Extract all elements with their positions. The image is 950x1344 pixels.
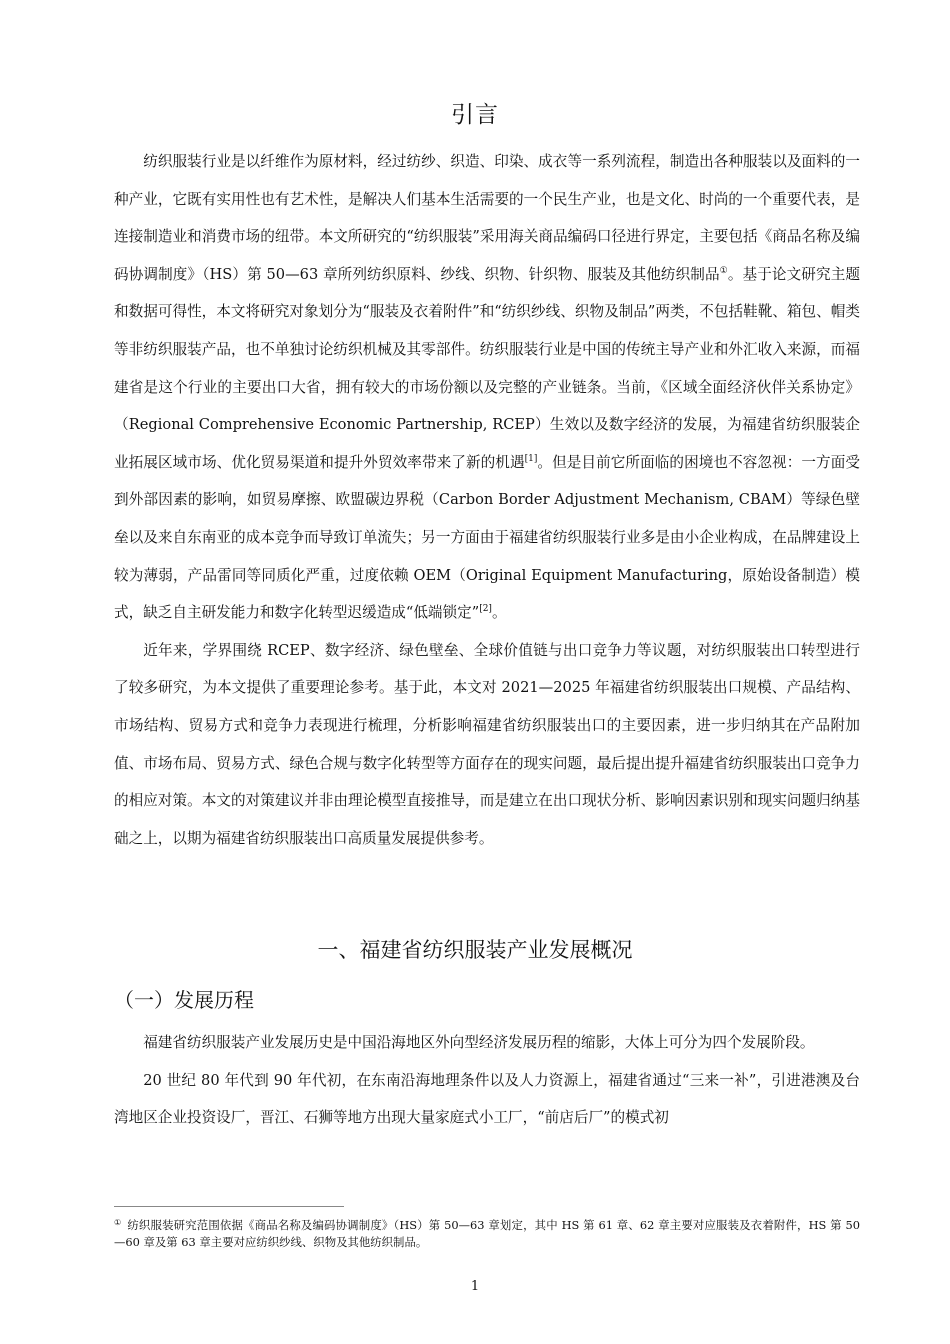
citation-reference-1[interactable]: [1] xyxy=(524,453,538,464)
intro-paragraph-1-part-a: 纺织服装行业是以纤维作为原材料，经过纺纱、织造、印染、成衣等一系列流程，制造出各种服装以及面料的一种产业，它既有实用性也有艺术性，是解决人们基本生活需要的一个民生产业，也是文化、时尚的一个重要代表，是连接制造业和消费市场的纽带。本文所研究的“纺织服装”采用海关商品编码口径进行界定，主要包括《商品名称及编码协调制度》（HS）第 50—63 章所列纺织原料、纱线、织物、针织物、服装及其他纺织制品 xyxy=(114,153,860,283)
intro-paragraph-2: 近年来，学界围绕 RCEP、数字经济、绿色壁垒、全球价值链与出口竞争力等议题，对纺织服装出口转型进行了较多研究，为本文提供了重要理论参考。基于此，本文对 2021—2025 年福建省纺织服装出口规模、产品结构、市场结构、贸易方式和竞争力表现进行梳理，分析影响福建省纺织服装出口的主要因素，进一步归纳其在产品附加值、市场布局、贸易方式、绿色合规与数字化转型等方面存在的现实问题，最后提出提升福建省纺织服装出口竞争力的相应对策。本文的对策建议并非由理论模型直接推导，而是建立在出口现状分析、影响因素识别和现实问题归纳基础之上，以期为福建省纺织服装出口高质量发展提供参考。 xyxy=(114,641,860,847)
intro-paragraph-1-part-c: 。但是目前它所面临的困境也不容忽视：一方面受到外部因素的影响，如贸易摩擦、欧盟碳边界税（Carbon Border Adjustment Mechanism, CBAM）等绿色壁垒以及来自东南亚的成本竞争而导致订单流失；另一方面由于福建省纺织服装行业多是由小企业构成，在品牌建设上较为薄弱，产品雷同等同质化严重，过度依赖 OEM（Original Equipment Manufacturing，原始设备制造）模式，缺乏自主研发能力和数字化转型迟缓造成“低端锁定” xyxy=(114,453,860,622)
subsection-1-1-heading: （一）发展历程 xyxy=(114,988,254,1012)
citation-reference-2[interactable]: [2] xyxy=(479,604,492,615)
footnote-text: 纺织服装研究范围依据《商品名称及编码协调制度》（HS）第 50—63 章划定，其中 HS 第 61 章、62 章主要对应服装及衣着附件，HS 第 50—60 章及第 63 章主要对应纺织纱线、织物及其他纺织制品。 xyxy=(114,1218,861,1249)
footnote-mark: ① xyxy=(114,1218,122,1227)
section-1-heading: 一、福建省纺织服装产业发展概况 xyxy=(317,938,633,962)
intro-paragraph-1 xyxy=(114,143,860,632)
footnote-divider xyxy=(114,1206,344,1207)
section-1-paragraph-2: 20 世纪 80 年代到 90 年代初，在东南沿海地理条件以及人力资源上，福建省通过“三来一补”，引进港澳及台湾地区企业投资设厂，晋江、石狮等地方出现大量家庭式小工厂，“前店后厂”的模式初 xyxy=(114,1071,860,1127)
section-1-paragraph-1: 福建省纺织服装产业发展历史是中国沿海地区外向型经济发展历程的缩影，大体上可分为四个发展阶段。 xyxy=(143,1034,815,1051)
intro-heading: 引言 xyxy=(451,102,499,128)
intro-paragraph-1-part-d: 。 xyxy=(491,604,507,622)
page-number: 1 xyxy=(470,1279,480,1294)
intro-paragraph-1-part-b: 。基于论文研究主题和数据可得性，本文将研究对象划分为“服装及衣着附件”和“纺织纱线、织物及制品”两类，不包括鞋靴、箱包、帽类等非纺织服装产品，也不单独讨论纺织机械及其零部件。纺织服装行业是中国的传统主导产业和外汇收入来源，而福建省是这个行业的主要出口大省，拥有较大的市场份额以及完整的产业链条。当前，《区域全面经济伙伴关系协定》（Regional Comprehensive Economic Partnership, RCEP）生效以及数字经济的发展，为福建省纺织服装企业拓展区域市场、优化贸易渠道和提升外贸效率带来了新的机遇 xyxy=(114,265,860,471)
footnote xyxy=(114,1214,860,1251)
section-1-body xyxy=(114,1024,860,1137)
intro-body xyxy=(114,143,860,857)
footnote-reference-mark[interactable]: ① xyxy=(719,265,728,276)
